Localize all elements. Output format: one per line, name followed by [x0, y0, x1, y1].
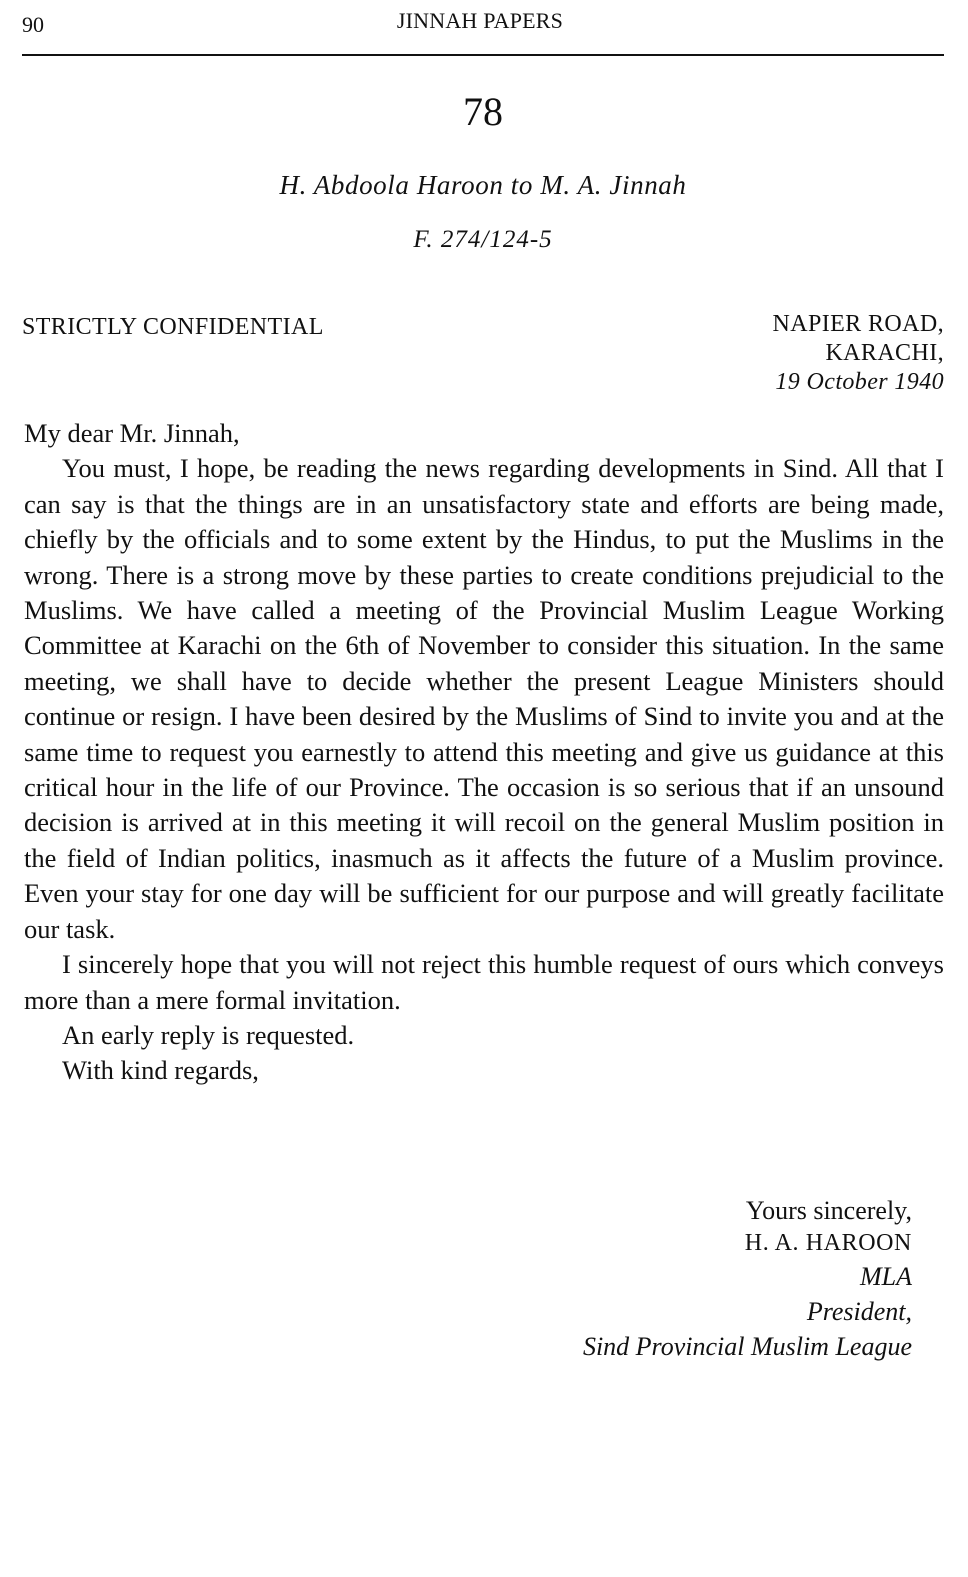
letter-body [24, 416, 944, 1089]
salutation: My dear Mr. Jinnah, [24, 418, 240, 448]
document-title: H. Abdoola Haroon to M. A. Jinnah [279, 170, 687, 200]
document-reference: F. 274/124-5 [413, 226, 553, 253]
document-number: 78 [463, 89, 503, 134]
signatory-title-president: President, [806, 1297, 912, 1326]
body-paragraph: With kind regards, [62, 1055, 259, 1086]
signature-block [583, 1194, 912, 1364]
sender-address [773, 310, 944, 397]
signatory-name: H. A. HAROON [744, 1230, 912, 1256]
classification-label: STRICTLY CONFIDENTIAL [22, 314, 324, 340]
letter-date: 19 October 1940 [775, 369, 944, 395]
header-rule [22, 54, 944, 56]
address-city: KARACHI, [825, 340, 944, 366]
address-street: NAPIER ROAD, [772, 311, 944, 337]
page-number: 90 [22, 12, 44, 37]
running-head: JINNAH PAPERS [396, 8, 564, 33]
signatory-organization: Sind Provincial Muslim League [582, 1332, 912, 1361]
body-paragraph: You must, I hope, be reading the news regarding developments in Sind. All that I can say is that the things are in an unsatisfactory state and efforts are being made, chiefly by the officials and to some extent by the Hindus, to put the Muslims in the wrong. There is a strong move by these parties to create conditions prejudicial to the Muslims. We have called a meeting of the Provincial Muslim League Working Committee at Karachi on the 6th of November to consider this situation. In the same meeting, we shall have to decide whether the present League Ministers should continue or resign. I have been desired by the Muslims of Sind to invite you and at the same time to request you earnestly to attend this meeting and give us guidance at this critical hour in the life of our Province. The occasion is so serious that if an unsound decision is arrived at in this meeting it will recoil on the general Muslim position in the field of Indian politics, inasmuch as it affects the future of a Muslim province. Even your stay for one day will be sufficient for our purpose and will greatly facilitate our task. [24, 453, 944, 944]
body-paragraph: I sincerely hope that you will not reject this humble request of ours which conveys more than a mere formal invitation. [24, 949, 944, 1015]
closing: Yours sincerely, [745, 1196, 912, 1225]
body-paragraph: An early reply is requested. [62, 1019, 355, 1050]
signatory-title-mla: MLA [860, 1262, 912, 1291]
